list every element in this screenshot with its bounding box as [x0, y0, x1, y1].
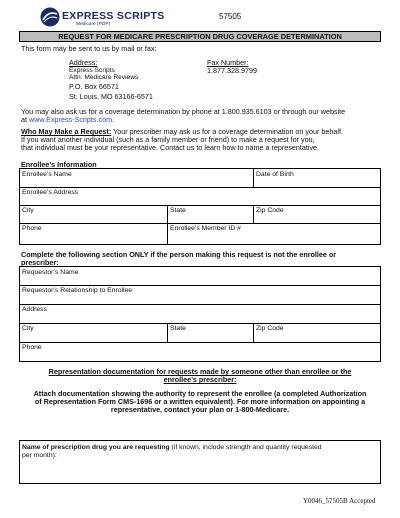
website-prefix: at — [21, 115, 29, 124]
form-title: REQUEST FOR MEDICARE PRESCRIPTION DRUG COVERAGE DETERMINATION — [19, 31, 381, 42]
logo-name: EXPRESS SCRIPTS — [62, 10, 165, 22]
fax-number: 1.877.328.9799 — [207, 66, 257, 75]
who-may-request-text: Your prescriber may ask us for a coverage determination on your behalf. — [111, 127, 343, 136]
requestor-information-table — [19, 266, 381, 362]
address-line: St. Louis, MO 63166-6571 — [69, 92, 153, 101]
requestor-zip-field[interactable]: Zip Code — [256, 325, 284, 332]
phone-instructions: You may also ask us for a coverage determination by phone at 1.800.935.6103 or through our website — [21, 107, 346, 116]
drug-name-label — [22, 444, 322, 452]
requestor-phone-field[interactable]: Phone — [22, 344, 42, 351]
enrollee-information-table — [19, 168, 381, 245]
requestor-relationship-field[interactable]: Requestor’s Relationship to Enrollee — [22, 287, 133, 294]
drug-name-label-line2: per month): — [22, 452, 57, 459]
drug-name-label-bold: Name of prescription drug you are requesting — [22, 444, 170, 451]
address-label: Address: — [69, 58, 98, 67]
logo-subtitle: Medicare (PDP) — [76, 22, 111, 27]
drug-name-field[interactable] — [19, 440, 381, 484]
representation-instructions: Attach documentation showing the authority to represent the enrollee (a completed Authorization — [33, 389, 367, 398]
address-line: Express Scripts — [69, 67, 115, 74]
address-line: Attn: Medicare Reviews — [69, 74, 139, 81]
fax-label: Fax Number: — [207, 58, 249, 67]
representation-instructions: representative, contact your plan or 1-800-Medicare. — [110, 405, 290, 414]
drug-name-label-rest: (if known, include strength and quantity requested — [169, 444, 322, 451]
who-may-request-heading: Who May Make a Request: — [21, 127, 112, 136]
enrollee-name-field[interactable]: Enrollee’s Name — [22, 171, 72, 178]
who-may-request-text: If you want another individual (such as a family member or friend) to make a request for you, — [21, 135, 315, 144]
form-number: 57505 — [219, 12, 242, 21]
representation-instructions: of Representation Form CMS-1696 or a written equivalent). For more information on appointing a — [34, 397, 366, 406]
address-line: P.O. Box 66571 — [69, 82, 119, 91]
enrollee-city-field[interactable]: City — [22, 207, 34, 214]
enrollee-zip-field[interactable]: Zip Code — [256, 207, 284, 214]
requestor-address-field[interactable]: Address — [22, 306, 47, 313]
requestor-section-heading: Complete the following section ONLY if the person making this request is not the enrollee or — [21, 250, 337, 259]
express-scripts-logo — [40, 7, 165, 31]
requestor-section-heading: prescriber: — [21, 258, 59, 267]
enrollee-section-heading: Enrollee’s Information — [21, 160, 97, 169]
enrollee-dob-field[interactable]: Date of Birth — [256, 171, 294, 178]
website-line — [21, 116, 114, 125]
representation-heading: Representation documentation for requests made by someone other than enrollee or the — [48, 367, 352, 376]
website-period: . — [112, 115, 115, 124]
mail-fax-intro: This form may be sent to us by mail or fax: — [21, 44, 157, 53]
footer-code: Y0046_57505B Accepted — [303, 497, 376, 505]
requestor-city-field[interactable]: City — [22, 325, 34, 332]
enrollee-member-id-field[interactable]: Enrollee’s Member ID # — [170, 225, 241, 232]
requestor-name-field[interactable]: Requestor’s Name — [22, 269, 79, 276]
website-link[interactable]: www.Express-Scripts.com — [29, 115, 113, 124]
express-scripts-logo-icon — [40, 7, 60, 27]
representation-heading: enrollee’s prescriber: — [163, 375, 237, 384]
who-may-request-text: that individual must be your representative. Contact us to learn how to name a representative. — [21, 143, 320, 152]
enrollee-address-field[interactable]: Enrollee’s Address — [22, 189, 79, 196]
enrollee-phone-field[interactable]: Phone — [22, 225, 42, 232]
requestor-state-field[interactable]: State — [170, 325, 186, 332]
enrollee-state-field[interactable]: State — [170, 207, 186, 214]
